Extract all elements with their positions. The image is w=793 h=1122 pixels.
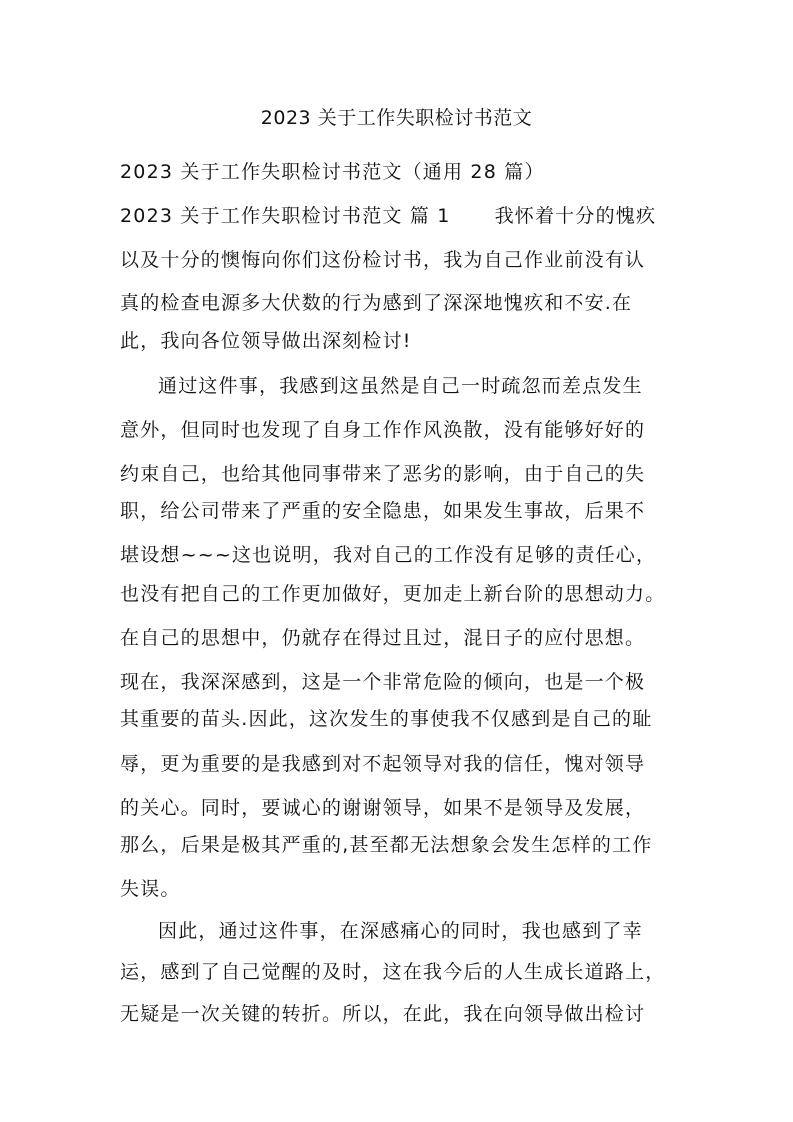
paragraph-line: 无疑是一次关键的转折。所以，在此，我在向领导做出检讨 [120, 1003, 646, 1025]
paragraph-line: 辱，更为重要的是我感到对不起领导对我的信任，愧对领导 [120, 753, 646, 775]
document-title: 2023 关于工作失职检讨书范文 [260, 107, 533, 129]
paragraph-line: 失误。 [120, 878, 181, 900]
document-subtitle: 2023 关于工作失职检讨书范文（通用 28 篇） [120, 161, 545, 183]
paragraph-line: 约束自己，也给其他同事带来了恶劣的影响，由于自己的失 [120, 463, 646, 485]
paragraph-line: 也没有把自己的工作更加做好，更加走上新台阶的思想动力。 [120, 583, 666, 605]
section-first-text: 我怀着十分的愧疚 [494, 205, 657, 227]
paragraph-line: 职，给公司带来了严重的安全隐患，如果发生事故，后果不 [120, 500, 646, 522]
paragraph-line: 通过这件事，我感到这虽然是自己一时疏忽而差点发生 [158, 375, 643, 397]
paragraph-line: 那么，后果是极其严重的,甚至都无法想象会发生怎样的工作 [120, 834, 653, 856]
paragraph-line: 现在，我深深感到，这是一个非常危险的倾向，也是一个极 [120, 671, 646, 693]
paragraph-line: 因此，通过这件事，在深感痛心的同时，我也感到了幸 [158, 920, 643, 942]
paragraph-line: 以及十分的懊悔向你们这份检讨书，我为自己作业前没有认 [120, 249, 646, 271]
paragraph-line: 的关心。同时，要诚心的谢谢领导，如果不是领导及发展， [120, 797, 646, 819]
paragraph-line: 此，我向各位领导做出深刻检讨! [120, 330, 412, 352]
section-heading-label: 2023 关于工作失职检讨书范文 篇 1 [120, 205, 451, 227]
paragraph-line: 运，感到了自己觉醒的及时，这在我今后的人生成长道路上， [120, 961, 666, 983]
section-heading-line [120, 202, 700, 230]
paragraph-line: 在自己的思想中，仍就存在得过且过，混日子的应付思想。 [120, 627, 646, 649]
paragraph-line: 其重要的苗头.因此，这次发生的事使我不仅感到是自己的耻 [120, 708, 653, 730]
paragraph-line: 真的检查电源多大伏数的行为感到了深深地愧疚和不安.在 [120, 292, 633, 314]
paragraph-line: 意外，但同时也发现了自身工作作风涣散，没有能够好好的 [120, 419, 646, 441]
paragraph-line: 堪设想~~~这也说明，我对自己的工作没有足够的责任心， [120, 544, 657, 566]
